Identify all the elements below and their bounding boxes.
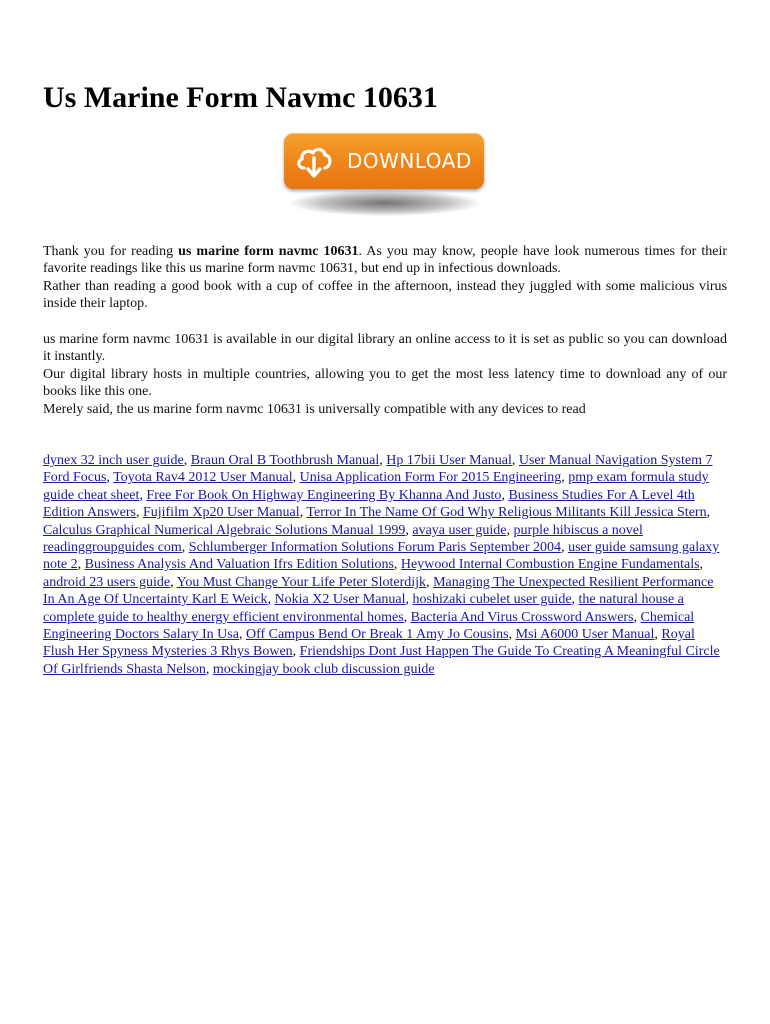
related-link[interactable]: Chemical Engineering Doctors Salary In Usa [43,609,695,643]
related-link[interactable]: android 23 users guide [43,574,171,590]
library-paragraph [43,331,727,418]
related-link[interactable]: pmp exam formula study guide cheat sheet [43,470,709,503]
intro-rest: . As you may know, people have look numerous times for their favorite readings like this us marine form navmc 10631, but end up in infectious downloads. [43,244,728,277]
download-banner [276,128,494,220]
library-para-3: Merely said, the us marine form navmc 10631 is universally compatible with any devices to read [43,401,586,417]
related-link[interactable]: the natural house a complete guide to healthy energy efficient environmental homes [43,592,684,625]
related-link[interactable]: Terror In The Name Of God Why Religious Militants Kill Jessica Stern [306,505,707,521]
related-link[interactable]: Managing The Unexpected Resilient Performance In An Age Of Uncertainty Karl E Weick [43,574,714,608]
related-link[interactable]: Friendships Dont Just Happen The Guide To Creating A Meaningful Circle Of Girlfriends Shasta Nelson [43,644,720,677]
related-link[interactable]: purple hibiscus a novel readinggroupguides com [43,522,643,556]
intro-keyword: us marine form navmc 10631 [178,244,359,259]
library-para-1: us marine form navmc 10631 is available in our digital library an online access to it is set as public so you can download it instantly. [43,332,727,365]
intro-line-1 [43,243,727,278]
related-link[interactable]: Braun Oral B Toothbrush Manual [190,453,380,468]
download-button-shadow [290,190,480,216]
related-link[interactable]: User Manual Navigation System 7 Ford Focus [43,453,713,486]
related-link[interactable]: Fujifilm Xp20 User Manual [142,505,300,521]
library-para-2: Our digital library hosts in multiple countries, allowing you to get the most less latency time to download any of our books like this one. [43,366,727,400]
intro-lead: Thank you for reading [43,244,179,259]
page-title: Us Marine Form Navmc 10631 [43,81,438,114]
related-link[interactable]: mockingjay book club discussion guide [212,661,435,677]
download-button[interactable] [284,133,484,189]
download-button-label: DOWNLOAD [347,149,472,173]
related-link[interactable]: Heywood Internal Combustion Engine Fundamentals [400,557,700,573]
related-link[interactable]: Hp 17bii User Manual [386,453,512,468]
related-link[interactable]: dynex 32 inch user guide [43,453,184,468]
related-link[interactable]: Toyota Rav4 2012 User Manual [113,470,293,486]
related-link[interactable]: Royal Flush Her Spyness Mysteries 3 Rhys Bowen [43,627,695,660]
related-links-list: dynex 32 inch user guide, Braun Oral B Toothbrush Manual, Hp 17bii User Manual, User Manual Navigation System 7 Ford Focus, Toyota Rav4 2012 User Manual, Unisa Application Form For 2015 Engineering, pmp exam formula study guide cheat sheet, Free For Book On Highway Engineering By Khanna And Justo, Business Studies For A Level 4th Edition Answers, Fujifilm Xp20 User Manual, Terror In The Name Of God Why Religious Militants Kill Jessica Stern, Calculus Graphical Numerical Algebraic Solutions Manual 1999, avaya user guide, purple hibiscus a novel readinggroupguides com, Schlumberger Information Solutions Forum Paris September 2004, user guide samsung galaxy note 2, Business Analysis And Valuation Ifrs Edition Solutions, Heywood Internal Combustion Engine Fundamentals, android 23 users guide, You Must Change Your Life Peter Sloterdijk, Managing The Unexpected Resilient Performance In An Age Of Uncertainty Karl E Weick, Nokia X2 User Manual, hoshizaki cubelet user guide, the natural house a complete guide to healthy energy efficient environmental homes, Bacteria And Virus Crossword Answers, Chemical Engineering Doctors Salary In Usa, Off Campus Bend Or Break 1 Amy Jo Cousins, Msi A6000 User Manual, Royal Flush Her Spyness Mysteries 3 Rhys Bowen, Friendships Dont Just Happen The Guide To Creating A Meaningful Circle Of Girlfriends Shasta Nelson, mockingjay book club discussion guide [43,453,720,677]
related-link[interactable]: Msi A6000 User Manual [515,627,655,643]
related-link[interactable]: Calculus Graphical Numerical Algebraic Solutions Manual 1999 [43,522,406,538]
related-link[interactable]: Free For Book On Highway Engineering By Khanna And Justo [146,487,502,503]
related-link[interactable]: hoshizaki cubelet user guide [412,592,572,608]
related-link[interactable]: avaya user guide [412,522,507,538]
related-link[interactable]: Schlumberger Information Solutions Forum Paris September 2004 [188,540,562,556]
intro-line-2: Rather than reading a good book with a cup of coffee in the afternoon, instead they juggled with some malicious virus inside their laptop. [43,278,727,312]
related-link[interactable]: Business Studies For A Level 4th Edition Answers [43,487,695,521]
related-link[interactable]: Off Campus Bend Or Break 1 Amy Jo Cousins [245,627,509,643]
related-link[interactable]: Nokia X2 User Manual [274,592,406,608]
intro-paragraph [43,243,727,313]
cloud-download-icon [294,141,334,181]
related-link[interactable]: Bacteria And Virus Crossword Answers [410,609,634,625]
related-link[interactable]: Unisa Application Form For 2015 Engineering [299,470,562,486]
related-link[interactable]: user guide samsung galaxy note 2 [43,540,720,573]
related-link[interactable]: You Must Change Your Life Peter Sloterdijk [176,574,427,590]
related-link[interactable]: Business Analysis And Valuation Ifrs Edition Solutions [84,557,394,573]
